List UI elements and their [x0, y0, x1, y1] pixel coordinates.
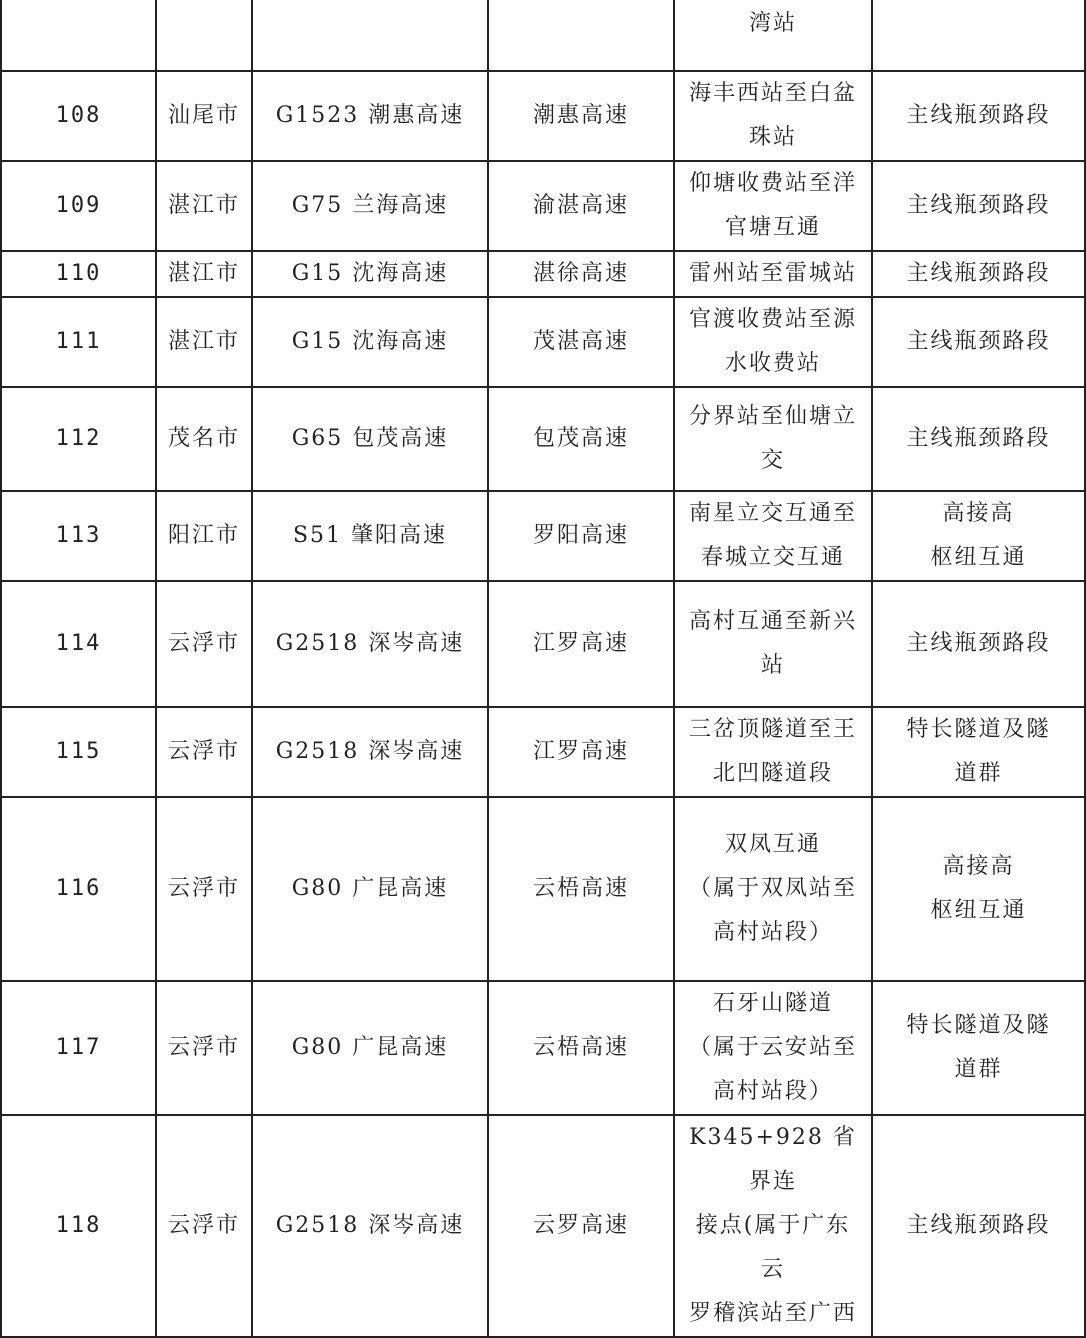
empty-cell	[488, 0, 674, 71]
road-name-cell: 潮惠高速	[488, 71, 674, 161]
row-number-cell: 113	[1, 491, 156, 581]
table-row	[1, 161, 1085, 251]
section-cell-line: （属于云安站至	[688, 1035, 857, 1060]
type-cell-line: 主线瓶颈路段	[906, 261, 1051, 286]
route-cell: G1523 潮惠高速	[252, 71, 488, 161]
section-cell	[674, 297, 872, 387]
type-cell	[872, 297, 1085, 387]
road-name-cell: 江罗高速	[488, 581, 674, 707]
row-number-cell: 109	[1, 161, 156, 251]
row-number-cell: 111	[1, 297, 156, 387]
section-cell-line: 交	[760, 448, 785, 473]
section-cell-line: 北凹隧道段	[712, 761, 833, 786]
section-cell-line: 高村站段）	[712, 920, 833, 945]
section-cell	[674, 0, 872, 71]
row-number-cell: 118	[1, 1115, 156, 1337]
table-row	[1, 581, 1085, 707]
row-number-cell: 110	[1, 251, 156, 297]
route-cell: G2518 深岑高速	[252, 1115, 488, 1337]
row-number-cell: 112	[1, 387, 156, 491]
road-name-cell: 渝湛高速	[488, 161, 674, 251]
table-row	[1, 981, 1085, 1115]
row-number-cell: 114	[1, 581, 156, 707]
section-cell	[674, 161, 872, 251]
city-cell: 云浮市	[156, 707, 252, 797]
road-name-cell: 包茂高速	[488, 387, 674, 491]
section-cell-line: 三岔顶隧道至王	[688, 717, 857, 742]
section-cell-line: （属于双凤站至	[688, 876, 857, 901]
type-cell	[872, 491, 1085, 581]
city-cell: 云浮市	[156, 797, 252, 981]
section-cell	[674, 251, 872, 297]
road-name-cell: 湛徐高速	[488, 251, 674, 297]
road-name-cell: 茂湛高速	[488, 297, 674, 387]
type-cell-line: 道群	[954, 1057, 1003, 1082]
table-row	[1, 1115, 1085, 1337]
table-row	[1, 387, 1085, 491]
row-number-cell: 108	[1, 71, 156, 161]
table-row	[1, 297, 1085, 387]
section-cell-line: 官渡收费站至源	[688, 307, 857, 332]
type-cell	[872, 797, 1085, 981]
section-cell	[674, 491, 872, 581]
city-cell: 汕尾市	[156, 71, 252, 161]
route-cell: S51 肇阳高速	[252, 491, 488, 581]
section-cell	[674, 797, 872, 981]
city-cell: 湛江市	[156, 297, 252, 387]
type-cell	[872, 161, 1085, 251]
road-name-cell: 云梧高速	[488, 797, 674, 981]
type-cell-line: 主线瓶颈路段	[906, 103, 1051, 128]
type-cell	[872, 707, 1085, 797]
type-cell	[872, 251, 1085, 297]
table-row	[1, 707, 1085, 797]
route-cell: G80 广昆高速	[252, 981, 488, 1115]
section-cell	[674, 1115, 872, 1337]
section-cell-line: 珠站	[748, 125, 797, 150]
row-number-cell: 116	[1, 797, 156, 981]
type-cell-line: 枢纽互通	[930, 545, 1027, 570]
type-cell-line: 主线瓶颈路段	[906, 426, 1051, 451]
section-cell	[674, 387, 872, 491]
route-cell: G65 包茂高速	[252, 387, 488, 491]
section-cell	[674, 581, 872, 707]
type-cell	[872, 387, 1085, 491]
empty-cell	[1, 0, 156, 71]
city-cell: 云浮市	[156, 981, 252, 1115]
section-cell-line: 分界站至仙塘立	[688, 404, 857, 429]
section-cell-line: 海丰西站至白盆	[688, 81, 857, 106]
section-cell-line: 石牙山隧道	[712, 991, 833, 1016]
section-cell-line: 官塘互通	[724, 215, 821, 240]
section-cell-line: 雷州站至雷城站	[688, 261, 857, 286]
city-cell: 茂名市	[156, 387, 252, 491]
type-cell-line: 高接高	[942, 501, 1015, 526]
empty-cell	[252, 0, 488, 71]
table-row	[1, 71, 1085, 161]
empty-cell	[156, 0, 252, 71]
table-row	[1, 491, 1085, 581]
type-cell	[872, 71, 1085, 161]
section-cell-line: 南星立交互通至	[688, 501, 857, 526]
city-cell: 湛江市	[156, 161, 252, 251]
table-row	[1, 797, 1085, 981]
route-cell: G15 沈海高速	[252, 251, 488, 297]
route-cell: G2518 深岑高速	[252, 707, 488, 797]
type-cell	[872, 981, 1085, 1115]
route-cell: G2518 深岑高速	[252, 581, 488, 707]
type-cell	[872, 581, 1085, 707]
city-cell: 云浮市	[156, 581, 252, 707]
type-cell-line: 特长隧道及隧	[906, 1013, 1051, 1038]
row-number-cell: 117	[1, 981, 156, 1115]
route-cell: G75 兰海高速	[252, 161, 488, 251]
section-cell-line: 双凤互通	[724, 832, 821, 857]
road-name-cell: 罗阳高速	[488, 491, 674, 581]
section-cell	[674, 71, 872, 161]
city-cell: 湛江市	[156, 251, 252, 297]
type-cell-line: 主线瓶颈路段	[906, 631, 1051, 656]
city-cell: 云浮市	[156, 1115, 252, 1337]
type-cell-line: 高接高	[942, 854, 1015, 879]
table-body	[1, 0, 1085, 1337]
section-cell-line: 高村互通至新兴	[688, 609, 857, 634]
route-cell: G15 沈海高速	[252, 297, 488, 387]
section-cell-line: 高村站段）	[712, 1079, 833, 1104]
road-name-cell: 江罗高速	[488, 707, 674, 797]
table-row	[1, 0, 1085, 71]
type-cell-line: 特长隧道及隧	[906, 717, 1051, 742]
city-cell: 阳江市	[156, 491, 252, 581]
road-name-cell: 云罗高速	[488, 1115, 674, 1337]
section-cell-line: K345+928 省界连	[689, 1125, 857, 1194]
type-cell-line: 道群	[954, 761, 1003, 786]
row-number-cell: 115	[1, 707, 156, 797]
section-cell-line: 站	[760, 653, 785, 678]
section-cell	[674, 981, 872, 1115]
type-cell	[872, 1115, 1085, 1337]
type-cell-line: 枢纽互通	[930, 898, 1027, 923]
road-name-cell: 云梧高速	[488, 981, 674, 1115]
section-cell-line: 仰塘收费站至洋	[688, 171, 857, 196]
section-cell-line: 春城立交互通	[700, 545, 845, 570]
section-cell	[674, 707, 872, 797]
route-cell: G80 广昆高速	[252, 797, 488, 981]
section-cell-line: 水收费站	[724, 351, 821, 376]
type-cell-line: 主线瓶颈路段	[906, 193, 1051, 218]
section-cell-line: 湾站	[748, 11, 797, 36]
section-cell-line: 罗稽滨站至广西	[688, 1301, 857, 1326]
table-row	[1, 251, 1085, 297]
type-cell-line: 主线瓶颈路段	[906, 1213, 1051, 1238]
section-cell-line: 接点(属于广东云	[695, 1213, 851, 1282]
type-cell-line: 主线瓶颈路段	[906, 329, 1051, 354]
empty-cell	[872, 0, 1085, 71]
